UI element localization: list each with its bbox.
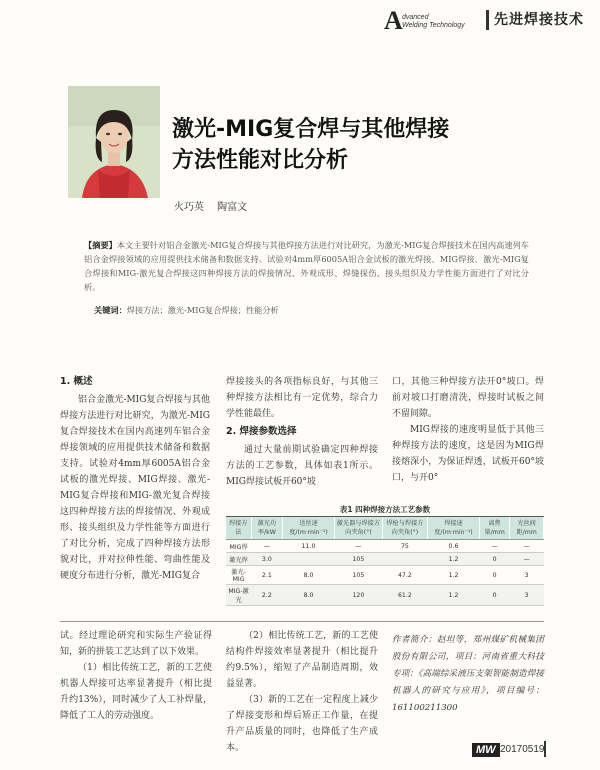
journal-logo-letter: A (384, 6, 403, 35)
table-row (226, 540, 544, 553)
abstract-text: 本文主要针对铝合金激光-MIG复合焊接与其他焊接方法进行对比研究，为激光-MIG复合焊接技术在国内高速列车铝合金焊接领域的应用提供技术储备和数据支持。试验对4mm厚6005A铝合金试板的激光焊接、MIG焊接、激光-MIG复合焊接和MIG-激光复合焊接这四种焊接方法的焊接情况、外观成形、焊缝探伤、接头组织及力学性能方面进行了对比分析。 (84, 240, 529, 292)
table-cell: 61.2 (382, 585, 427, 606)
body-column-1 (60, 374, 210, 584)
table-header-row (226, 517, 544, 540)
table-header-cell: 焊接方法 (226, 517, 251, 540)
table-row (226, 566, 544, 585)
paragraph: 通过大量前期试验确定四种焊接方法的工艺参数，具体如表1所示。MIG焊接试板开60°坡 (226, 445, 378, 487)
table-cell: 8.0 (283, 585, 335, 606)
table-cell: 120 (334, 585, 382, 606)
article-title (172, 114, 572, 176)
table-cell: 11.0 (283, 540, 335, 553)
abstract-label: 【摘要】 (84, 240, 117, 250)
table-cell: — (510, 540, 544, 553)
body-column-3 (392, 374, 544, 486)
table-cell: 105 (334, 553, 382, 566)
footer-logo: MW (472, 743, 500, 757)
table-header-cell: 送丝速度/(m·min⁻¹) (283, 517, 335, 540)
table-caption: 表1 四种焊接方法工艺参数 (339, 505, 431, 514)
table-cell: 47.2 (382, 566, 427, 585)
table-cell: 75 (382, 540, 427, 553)
table-row (226, 585, 544, 606)
section-divider (60, 621, 544, 622)
section-heading-overview: 1. 概述 (60, 376, 93, 387)
keywords-label: 关键词： (94, 305, 127, 315)
author-note: 作者简介：赵坦等，郑州煤矿机械集团股份有限公司，项目：河南省重大科技专项：《高端综采液压支架智能制造焊接机器人的研究与应用》，项目编号：161100211300 (392, 635, 544, 713)
footer-divider (544, 741, 546, 757)
journal-logo-sub1: dvanced (402, 14, 429, 21)
table-header-cell: 激光功率/kW (251, 517, 282, 540)
paragraph: 试。经过理论研究和实际生产验证得知，新的拼装工艺达到了以下效果。 (60, 631, 212, 657)
table-cell: 2.2 (251, 585, 282, 606)
keywords (94, 305, 279, 316)
table-cell: — (479, 540, 509, 553)
table-cell: 激光焊 (226, 553, 251, 566)
table-cell: 3 (510, 585, 544, 606)
abstract (84, 238, 529, 294)
table-cell: 0 (479, 566, 509, 585)
table-row (226, 553, 544, 566)
table-cell: 8.0 (283, 566, 335, 585)
table-cell: 0.6 (428, 540, 480, 553)
article-title-line1: 激光-MIG复合焊与其他焊接 (172, 117, 450, 142)
paragraph: （3）新的工艺在一定程度上减少了焊接变形和焊后矫正工作量，在提升产品质量的同时，也降低了生产成本。 (226, 695, 378, 753)
table-cell (382, 553, 427, 566)
process-parameters-table (226, 517, 544, 606)
paragraph: （1）相比传统工艺，新的工艺使机器人焊接可达率显著提升（相比提升约13%），同时减少了人工补焊量，降低了工人的劳动强度。 (60, 663, 212, 721)
table-cell: 1.2 (428, 566, 480, 585)
table-header-cell: 光丝间距/mm (510, 517, 544, 540)
table-cell: 3.0 (251, 553, 282, 566)
section-heading-params: 2. 焊接参数选择 (226, 426, 297, 437)
table-cell: — (251, 540, 282, 553)
table-cell: — (510, 553, 544, 566)
table-cell: — (334, 540, 382, 553)
header-divider (486, 10, 489, 30)
table-cell: 0 (479, 585, 509, 606)
journal-logo-sub2: Welding Technology (402, 22, 465, 29)
table-header-cell: 焊接速度/(m·min⁻¹) (428, 517, 480, 540)
paragraph: 口，其他三种焊接方法开0°坡口。焊前对坡口打磨清洗，焊接时试板之间不留间隙。 (392, 377, 544, 419)
article-title-line2: 方法性能对比分析 (172, 148, 349, 173)
section-title: 先进焊接技术 (494, 12, 584, 28)
paragraph: 焊接接头的各项指标良好，与其他三种焊接方法相比有一定优势，综合力学性能最佳。 (226, 377, 378, 419)
table-cell (283, 553, 335, 566)
paragraph: 铝合金激光-MIG复合焊接与其他焊接方法进行对比研究，为激光-MIG复合焊接技术在国内高速列车铝合金焊接领域的应用提供技术储备和数据支持。试验对4mm厚6005A铝合金试板的激光焊接、MIG焊接、激光-MIG复合焊接和MIG-激光复合焊接这四种焊接方法的焊接情况、外观成形、接头组织及力学性能等方面进行了对比分析，完成了四种焊接方法形貌对比，并对拉伸性能、弯曲性能及硬度分布进行分析，激光-MIG复合 (60, 395, 210, 581)
table-cell: 1.2 (428, 585, 480, 606)
table-header-cell: 激光器与焊接方向夹角(°) (334, 517, 382, 540)
table-cell: 105 (334, 566, 382, 585)
article-authors: 火巧英 陶富文 (174, 202, 248, 213)
table-cell: MIG-激光 (226, 585, 251, 606)
body-column-5 (226, 628, 378, 756)
footer-issue-date: 20170519 (500, 744, 545, 755)
paragraph: （2）相比传统工艺，新的工艺使结构件焊接效率显著提升（相比提升约9.5%），缩短了产品制造周期，效益显著。 (226, 631, 378, 689)
table-cell: 2.1 (251, 566, 282, 585)
author-photo (68, 86, 160, 198)
table-cell: MIG焊 (226, 540, 251, 553)
body-column-4 (60, 628, 212, 724)
body-column-2 (226, 374, 378, 490)
table-cell: 0 (479, 553, 509, 566)
table-cell: 激光-MIG (226, 566, 251, 585)
table-header-cell: 离焦量/mm (479, 517, 509, 540)
journal-logo-text (402, 14, 465, 30)
table-cell: 3 (510, 566, 544, 585)
keywords-text: 焊接方法；激光-MIG复合焊接；性能分析 (126, 305, 279, 315)
table-header-cell: 焊枪与焊接方向夹角(°) (382, 517, 427, 540)
table-cell: 1.2 (428, 553, 480, 566)
paragraph: MIG焊接的速度明显低于其他三种焊接方法的速度，这是因为MIG焊接熔深小，为保证焊透，试板开60°坡口，与开0° (392, 425, 544, 483)
author-portrait-image (68, 86, 160, 198)
